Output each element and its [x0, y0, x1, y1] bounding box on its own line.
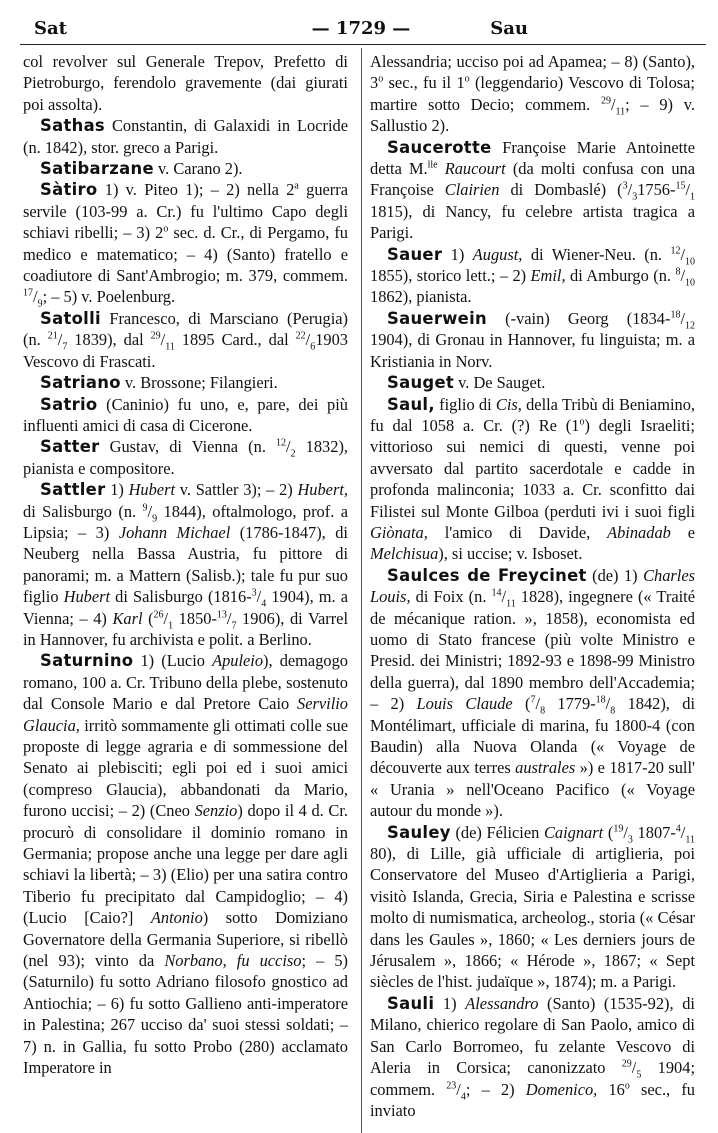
page-number: — 1729 —	[311, 18, 411, 39]
superscript: o	[378, 73, 384, 85]
entry-text: 1862), pianista.	[370, 287, 472, 307]
subscript: 11	[685, 833, 695, 845]
italic-name: Karl	[112, 608, 143, 628]
page-header	[26, 14, 696, 44]
entry-text: e	[670, 522, 695, 542]
entry-text: (Caninio) fu uno, e, pare, dei più influenti amici di casa di Cicerone.	[23, 394, 348, 435]
superscript: 23	[446, 1080, 457, 1092]
entry-headword: Satrio	[40, 394, 98, 414]
superscript: 8	[675, 266, 681, 278]
entry-text: Gustav, di Vienna (n.	[99, 437, 277, 457]
entry-text: /	[286, 437, 291, 457]
subscript: 3	[627, 833, 633, 845]
dictionary-entry	[23, 115, 348, 158]
entry-text: v. Brossone; Filangieri.	[120, 373, 278, 393]
superscript: 14	[491, 587, 502, 599]
entry-text: Francesco, di Marsciano (Perugia) (n.	[23, 308, 348, 350]
entry-text: ) dopo il 4 d. Cr. procurò di consolidare il dominio romano in Germania; propose anche una legge per dare agli schiavi la libertà; – 3) (Elio) per una satira contro Tiberio fu precipitato dal Campidoglio; – 4) (Lucio [Caio?]	[23, 801, 348, 928]
dictionary-entry	[23, 479, 348, 650]
subscript: 9	[152, 512, 158, 524]
entry-text: guerra servile (103-99 a. Cr.) fu l'ultimo Capo degli schiavi ribelli; – 3) 2	[23, 180, 348, 243]
dictionary-entry	[23, 394, 348, 437]
entry-text: (leggendario) Vescovo di Tolosa; martire sotto Decio; commem.	[370, 73, 695, 114]
entry-headword: Saucerotte	[387, 137, 492, 157]
entry-text: /	[57, 330, 63, 350]
italic-name: Servilio Glaucia,	[23, 694, 348, 735]
entry-text: 1828), ingegnere (« Traité de mécanique ration. », 1858), economista ed uomo di Stato francese (più volte Ministro e Presid. dei Ministri; 1892-93 e 1898-99 Ministro della guerra), dal 1890 membro dell'Accademia; – 2)	[370, 587, 695, 714]
entry-text: sec., fu il 1	[383, 73, 465, 93]
italic-name: Melchisua	[370, 544, 439, 564]
entry-text: Constantin, di Galaxidi in Locride (n. 1842), stor. greco a Parigi.	[23, 116, 348, 157]
entry-text: di Wiener-Neu. (n.	[522, 244, 671, 264]
entry-text: (1786-1847), di Neuberg nella Bassa Austria, fu pittore di panorami; m. a Mattern (Salisb.); tale fu pur suo figlio	[23, 522, 348, 607]
entry-headword: Sattler	[40, 480, 106, 500]
entry-text: (	[603, 822, 614, 842]
subscript: 11	[506, 598, 516, 610]
entry-text: /	[631, 1058, 637, 1078]
superscript: 17	[23, 288, 33, 299]
entry-text: /	[33, 287, 38, 307]
entry-text: l'amico di Davide,	[427, 522, 608, 542]
italic-name: Alessandro	[465, 993, 539, 1013]
entry-text: ; – 5) (Saturnilo) fu sotto Adriano filosofo gnostico ad Antiochia; – 6) fu sotto Gallieno anti-imperatore in Palestina; 267 ucciso da' suoi stessi soldati; – 7) n. in Gallia, fu sotto Probo (280) acclamato Imperatore in	[23, 951, 348, 1078]
entry-text: 1904; commem.	[370, 1058, 695, 1099]
superscript: 29	[150, 330, 161, 342]
entry-text: ; – 9) v. Sallustio 2).	[370, 94, 695, 136]
dictionary-entry	[370, 565, 695, 822]
superscript: 12	[670, 245, 681, 257]
entry-headword: Sauerwein	[387, 308, 487, 328]
superscript: 29	[600, 95, 611, 107]
subscript: 12	[685, 320, 695, 332]
entry-text: (-vain) Georg (1834-	[486, 308, 671, 328]
entry-text: della Tribù di Beniamino, fu dal 1058 a. Cr. (?) Re (1	[370, 394, 695, 435]
italic-name: Raucourt	[444, 159, 506, 179]
subscript: 7	[231, 619, 237, 631]
dictionary-entry	[23, 179, 348, 310]
subscript: 2	[290, 448, 296, 460]
italic-name: australes	[515, 758, 576, 778]
entry-text: di Foix (n.	[410, 587, 492, 607]
entry-text: di Dombaslé) (	[499, 180, 623, 200]
entry-text: /	[147, 501, 153, 521]
entry-text: ; – 5) v. Poelenburg.	[42, 287, 176, 307]
left-column	[23, 51, 348, 1131]
dictionary-entry	[370, 822, 695, 993]
entry-text: /	[627, 180, 633, 200]
entry-text: sec. d. Cr., di Pergamo, fu medico e matematico; – 4) (Santo) fratello e coadiutore di Sant'Ambrogio; m. 379, commem.	[23, 223, 348, 286]
dictionary-entry	[370, 308, 695, 372]
italic-name: Emil,	[530, 266, 566, 286]
entry-headword: Satolli	[40, 308, 101, 328]
entry-text: /	[160, 330, 166, 350]
italic-name: Cis,	[495, 394, 522, 414]
superscript: 26	[153, 609, 164, 621]
entry-text: sec., fu inviato	[370, 1079, 695, 1120]
superscript: 13	[216, 609, 227, 621]
italic-name: Clairien	[444, 180, 500, 200]
superscript: 12	[276, 437, 287, 449]
entry-text: ) sotto Domiziano Governatore della Germania Superiore, si ribellò (nel 93); vinto da	[23, 908, 348, 971]
entry-text: 1904), di Gronau in Hannover, fu linguista; m. a Kristiania in Norv.	[370, 330, 695, 371]
entry-headword: Sathas	[40, 116, 105, 136]
superscript: 21	[47, 330, 58, 342]
entry-text: Alessandria; ucciso poi ad Apamea; – 8) (Santo), 3	[370, 52, 695, 93]
dictionary-entry	[370, 394, 695, 565]
italic-name: Charles Louis,	[370, 565, 695, 607]
entry-text: 1) (Lucio	[133, 651, 213, 671]
superscript: 9	[142, 502, 148, 514]
entry-text: /	[610, 94, 616, 114]
entry-text: /	[535, 694, 541, 714]
superscript: o	[624, 1080, 630, 1092]
entry-text: 1850-	[173, 608, 217, 628]
entry-text: 16	[597, 1079, 625, 1099]
entry-text	[438, 159, 445, 178]
entry-text: 1842), di Montélimart, ufficiale di marina, fu 1800-4 (con Baudin) alla Nuova Olanda (« Voyage de découverte aux terres	[370, 694, 695, 778]
entry-text: /	[605, 694, 611, 714]
superscript: 3	[251, 587, 257, 599]
entry-text: (da molti confusa con una Françoise	[370, 159, 695, 200]
superscript: o	[464, 73, 470, 85]
entry-text: (de) 1)	[586, 565, 644, 585]
italic-name: Abinadab	[607, 522, 671, 542]
subscript: 10	[685, 277, 695, 289]
italic-name: August,	[472, 244, 523, 264]
italic-name: Apuleio	[212, 651, 264, 671]
superscript: o	[163, 223, 169, 235]
subscript: 11	[615, 106, 626, 118]
dictionary-entry	[23, 372, 348, 393]
entry-continuation	[370, 51, 695, 137]
superscript: 29	[621, 1058, 632, 1070]
entry-text: (	[142, 608, 154, 628]
entry-text: /	[163, 608, 169, 628]
entry-text: /	[680, 266, 685, 286]
entry-headword: Satriano	[40, 373, 121, 393]
entry-text: di Salisburgo (n.	[23, 501, 143, 521]
header-right-guide-word: Sau	[490, 18, 528, 39]
subscript: 1	[168, 619, 174, 631]
entry-text: irritò sommamente gli ottimati colle sue proposte di legge agraria e di sommessione del Senato ai plebisciti; egli poi ed i suoi amici (compreso Glaucia), abbandonati da Mario, furono uccisi; – 2) (Cneo	[23, 715, 348, 821]
entry-text: 1895 Card., dal	[174, 330, 296, 350]
entry-text: /	[256, 587, 262, 607]
dictionary-entry	[23, 436, 348, 479]
entry-text: (de) Félicien	[450, 822, 544, 842]
entry-text: ; – 2)	[465, 1079, 526, 1099]
entry-headword: Saul,	[387, 394, 435, 414]
italic-name: Senzio	[194, 801, 238, 821]
subscript: 8	[610, 705, 616, 717]
entry-text: /	[305, 330, 311, 350]
header-left-guide-word: Sat	[34, 18, 67, 39]
italic-name: Giònata,	[370, 522, 428, 542]
entry-text: v. De Sauget.	[454, 373, 546, 393]
subscript: 8	[540, 705, 546, 717]
entry-text: col revolver sul Generale Trepov, Prefetto di Pietroburgo, ferendolo gravemente (dai giurati poi assolta).	[23, 52, 348, 114]
entry-headword: Sauli	[387, 993, 435, 1013]
italic-name: Hubert	[128, 480, 176, 500]
entry-text: 1855), storico lett.; – 2)	[370, 266, 531, 286]
dictionary-entry	[23, 308, 348, 372]
entry-text: 1779-	[545, 694, 596, 714]
entry-headword: Sauley	[387, 822, 451, 842]
entry-text: 80), di Lille, già ufficiale di artiglieria, poi Conservatore del Museo d'Artiglieria a Parigi, visitò Islanda, Grecia, Siria e Palestina e scrisse molto di numismatica, archeolog., storia (« César dans les Gaules », 1860; « Les derniers jours de Jérusalem », 1866; « Hérode », 1867; « Sept siècles de l'hist. judaïque », 1874); m. a Parigi.	[370, 844, 695, 992]
entry-text: 1904), m. a Vienna; – 4)	[23, 587, 348, 628]
italic-name: Antonio	[150, 908, 203, 928]
entry-text: 1) v. Piteo 1); – 2) nella 2	[97, 180, 295, 200]
subscript: 4	[261, 598, 267, 610]
entry-headword: Sauget	[387, 373, 455, 393]
entry-text: 1832), pianista e compositore.	[23, 437, 348, 478]
italic-name: Norbano, fu ucciso	[164, 951, 302, 971]
entry-text: ) degli Israeliti; vittorioso sui nemici di questi, venne poi avversato dal partito sacerdotale e cadde in profonda malinconia; 1033 a. Cr. sconfitto dai Filistei sul Monte Gilboa (perduti ivi i suoi figli	[370, 415, 695, 521]
entry-continuation	[23, 51, 348, 115]
entry-text: /	[680, 308, 685, 328]
entry-text: figlio di	[434, 394, 496, 414]
entry-text: 1839), dal	[67, 330, 151, 350]
italic-name: Caignart	[543, 822, 604, 842]
entry-text: v. Sattler 3); – 2)	[175, 480, 298, 500]
entry-text: /	[680, 244, 685, 264]
entry-text: /	[226, 608, 232, 628]
entry-text: 1756-	[637, 180, 676, 200]
entry-text: 1903 Vescovo di Frascati.	[23, 330, 348, 371]
superscript: 18	[670, 309, 681, 321]
entry-text: 1844), oftalmologo, prof. a Lipsia; – 3)	[23, 501, 348, 542]
header-rule	[20, 44, 706, 45]
superscript: a	[294, 180, 299, 192]
italic-name: Hubert,	[297, 480, 348, 500]
entry-text: di Amburgo (n.	[565, 266, 676, 286]
entry-text: 1)	[434, 993, 466, 1013]
entry-headword: Satibarzane	[40, 159, 154, 179]
superscript: o	[579, 416, 585, 428]
superscript: 15	[675, 180, 686, 192]
entry-text: /	[680, 822, 686, 842]
entry-text: 1807-	[632, 822, 676, 842]
entry-text: (Santo) (1535-92), di Milano, chierico regolare di San Paolo, amico di San Carlo Borromeo, fu zelante Vescovo di Aleria in Corsica; canonizzato	[370, 993, 695, 1078]
superscript: 7	[530, 694, 536, 706]
entry-text: (	[512, 694, 531, 714]
subscript: 4	[460, 1090, 466, 1102]
entry-text: di Salisburgo (1816-	[110, 587, 252, 607]
italic-name: Johann Michael	[118, 522, 231, 542]
entry-text: ), si uccise; v. Isboset.	[438, 544, 583, 564]
italic-name: Hubert	[63, 587, 111, 607]
entry-text: /	[456, 1079, 461, 1099]
subscript: 11	[165, 341, 175, 353]
entry-headword: Satter	[40, 437, 100, 457]
entry-text: v. Carano 2).	[153, 159, 243, 179]
superscript: 3	[622, 180, 628, 192]
column-divider	[361, 48, 362, 1133]
subscript: 5	[636, 1069, 642, 1081]
dictionary-entry	[370, 244, 695, 308]
subscript: 1	[690, 191, 695, 203]
entry-headword: Saulces de Freycinet	[387, 565, 587, 585]
dictionary-entry	[370, 137, 695, 244]
entry-text: /	[685, 180, 690, 200]
italic-name: Domenico,	[525, 1079, 598, 1099]
entry-text: /	[623, 822, 628, 842]
entry-text: 1906), di Varrel in Hannover, fu archivista e polit. a Berlino.	[23, 608, 348, 649]
dictionary-entry	[370, 372, 695, 393]
entry-text: ), demagogo romano, 100 a. Cr. Tribuno della plebe, sostenuto dal Console Mario e dal Pretore Caio	[23, 651, 348, 714]
entry-headword: Sàtiro	[40, 180, 98, 200]
subscript: 6	[310, 341, 316, 353]
entry-text: 1815), di Nancy, fu celebre artista tragica a Parigi.	[370, 201, 695, 243]
entry-headword: Saturnino	[40, 651, 134, 671]
subscript: 9	[37, 298, 43, 310]
subscript: 7	[62, 341, 68, 353]
superscript: 22	[295, 330, 306, 342]
entry-text: Françoise Marie Antoinette detta M.	[370, 137, 695, 179]
superscript: 19	[613, 823, 624, 835]
right-column	[370, 51, 695, 1131]
entry-headword: Sauer	[387, 244, 443, 264]
italic-name: Louis Claude	[416, 694, 513, 714]
dictionary-entry	[370, 993, 695, 1121]
entry-text: /	[501, 587, 507, 607]
superscript: 18	[595, 694, 606, 706]
entry-text: ») e 1817-20 sull' « Urania » nell'Oceano Pacifico (« Voyage autour du monde »).	[370, 758, 695, 821]
dictionary-entry	[23, 158, 348, 179]
entry-text: 1)	[105, 480, 129, 500]
superscript: lle	[427, 159, 438, 171]
entry-text: 1)	[442, 244, 473, 264]
superscript: 4	[675, 823, 681, 835]
subscript: 10	[685, 255, 695, 267]
dictionary-entry	[23, 650, 348, 1078]
subscript: 3	[632, 191, 638, 203]
